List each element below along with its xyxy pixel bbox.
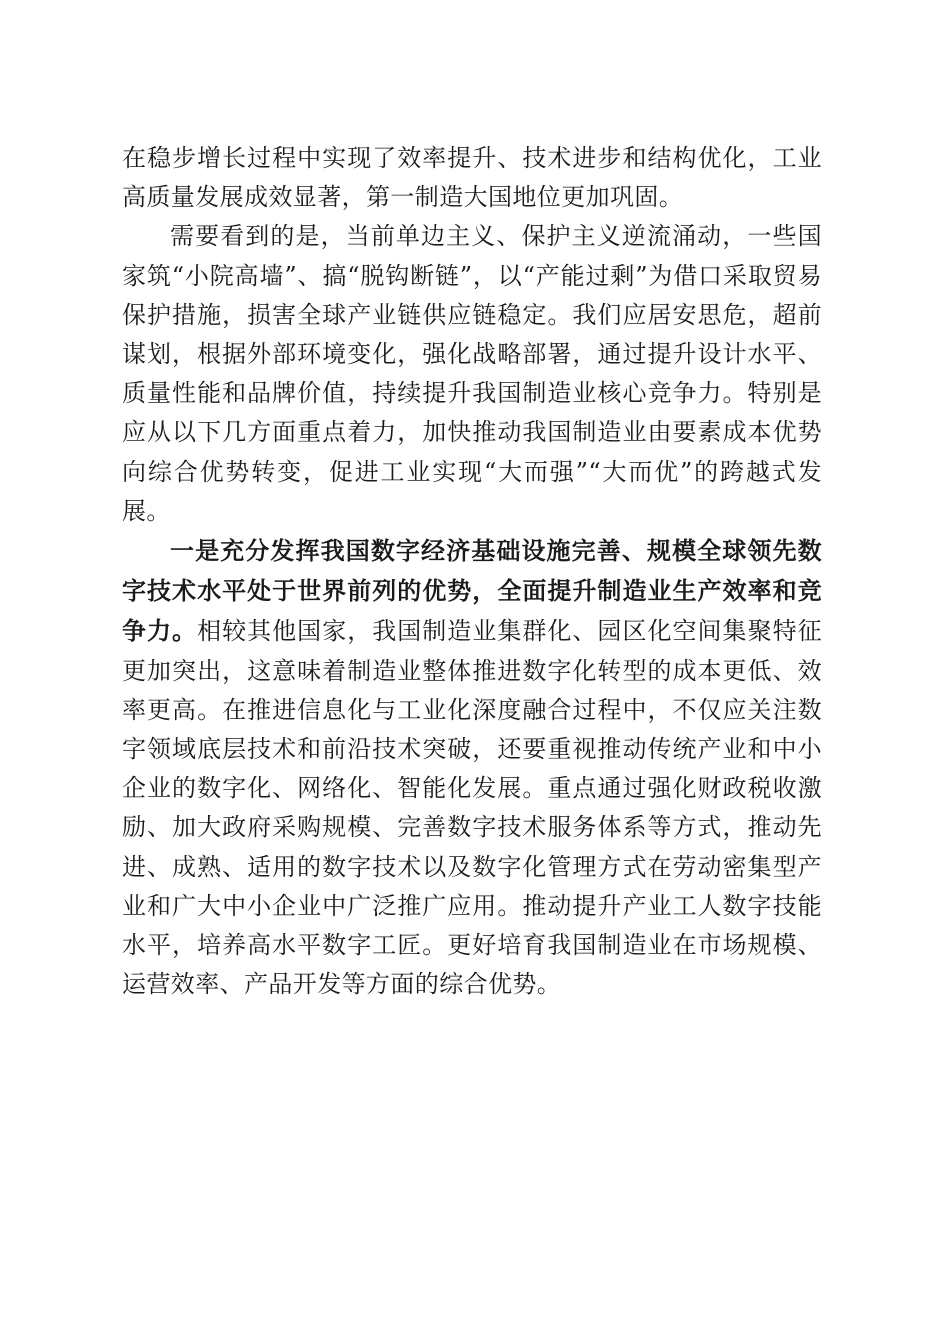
paragraph-body-text: 相较其他国家，我国制造业集群化、园区化空间集聚特征更加突出，这意味着制造业整体推进数字化转型的成本更低、效率更高。在推进信息化与工业化深度融合过程中，不仅应关注数字领域底层技术和前沿技术突破，还要重视推动传统产业和中小企业的数字化、网络化、智能化发展。重点通过强化财政税收激励、加大政府采购规模、完善数字技术服务体系等方式，推动先进、成熟、适用的数字技术以及数字化管理方式在劳动密集型产业和广大中小企业中广泛推广应用。推动提升产业工人数字技能水平，培养高水平数字工匠。更好培育我国制造业在市场规模、运营效率、产品开发等方面的综合优势。 bbox=[122, 617, 823, 999]
paragraph-continuation: 在稳步增长过程中实现了效率提升、技术进步和结构优化，工业高质量发展成效显著，第一制造大国地位更加巩固。 bbox=[122, 144, 822, 212]
article-body bbox=[122, 139, 822, 1004]
paragraph-digital-economy bbox=[122, 531, 822, 1004]
paragraph-challenges: 需要看到的是，当前单边主义、保护主义逆流涌动，一些国家筑“小院高墙”、搞“脱钩断链”，以“产能过剩”为借口采取贸易保护措施，损害全球产业链供应链稳定。我们应居安思危，超前谋划，根据外部环境变化，强化战略部署，通过提升设计水平、质量性能和品牌价值，持续提升我国制造业核心竞争力。特别是应从以下几方面重点着力，加快推动我国制造业由要素成本优势向综合优势转变，促进工业实现“大而强”“大而优”的跨越式发展。 bbox=[122, 222, 822, 525]
paragraph-key-point: 一是充分发挥我国数字经济基础设施完善、规模全球领先数字技术水平处于世界前列的优势，全面提升制造业生产效率和竞争力。 bbox=[122, 536, 822, 646]
